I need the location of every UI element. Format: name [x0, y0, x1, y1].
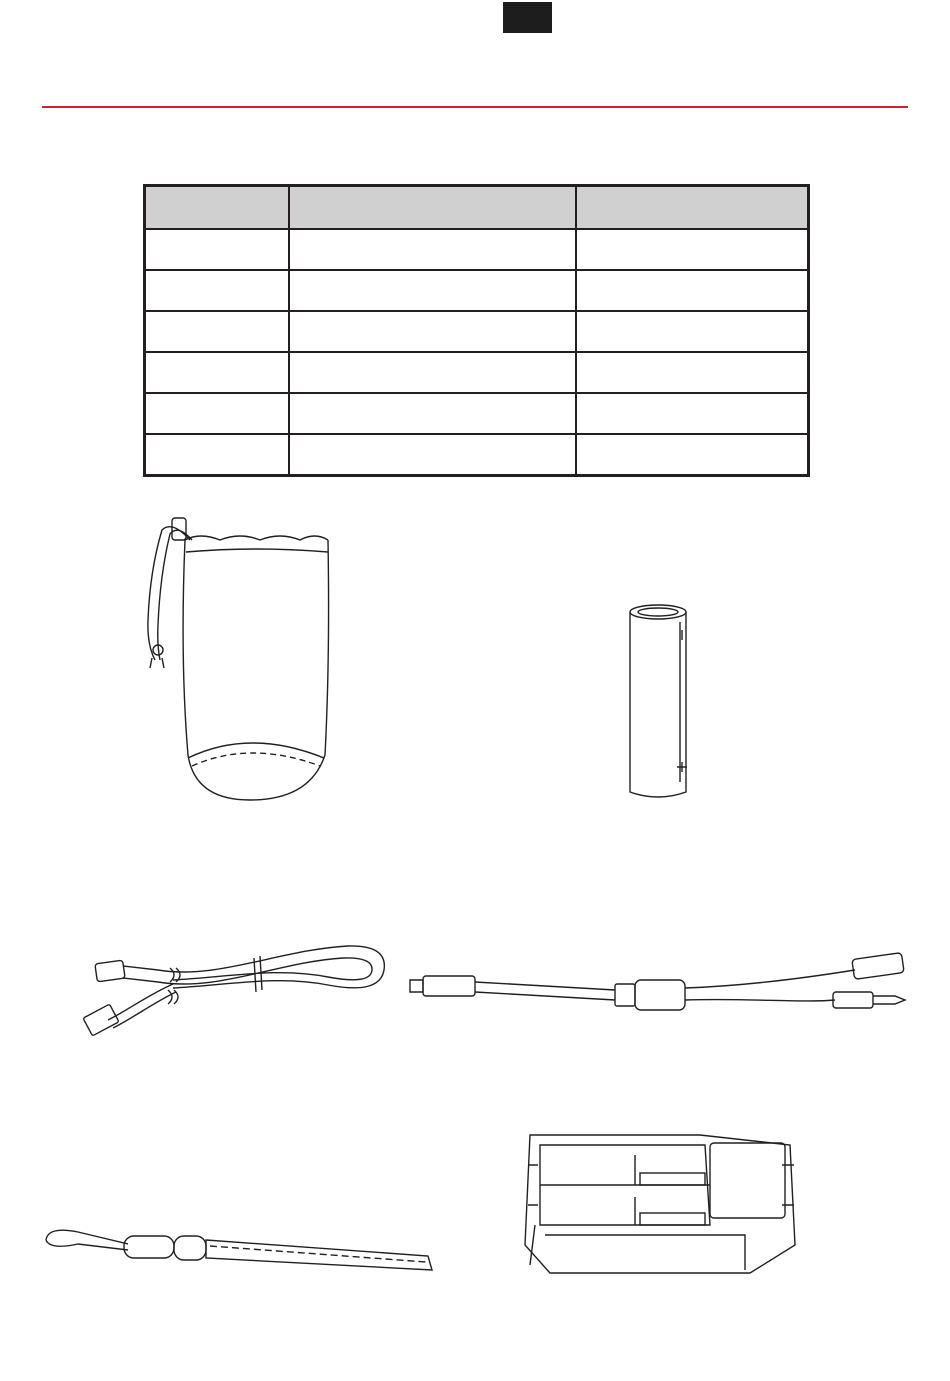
table-cell — [576, 311, 809, 352]
table-header-row — [145, 186, 809, 230]
table-cell — [289, 393, 576, 434]
table-header-cell — [576, 186, 809, 230]
charger-illustration — [520, 1125, 800, 1275]
table-cell — [289, 434, 576, 476]
drawstring-pouch-illustration — [130, 510, 350, 810]
table-row — [145, 352, 809, 393]
table-row — [145, 270, 809, 311]
page-number-badge — [503, 2, 552, 33]
table-header-cell — [289, 186, 576, 230]
table-cell — [289, 311, 576, 352]
table-row — [145, 393, 809, 434]
table-cell — [145, 270, 289, 311]
table-cell — [576, 270, 809, 311]
table-row — [145, 434, 809, 476]
usb-cable-illustration — [78, 940, 393, 1045]
wrist-strap-illustration — [38, 1218, 438, 1278]
contents-table — [143, 184, 810, 477]
battery-icon — [620, 600, 700, 805]
pouch-icon — [130, 510, 350, 810]
split-cable-icon — [405, 948, 915, 1018]
battery-illustration — [620, 600, 700, 805]
table-cell — [145, 229, 289, 270]
table-cell — [145, 393, 289, 434]
table-row — [145, 311, 809, 352]
table-cell — [145, 434, 289, 476]
table-cell — [289, 270, 576, 311]
table-cell — [576, 229, 809, 270]
wrist-strap-icon — [38, 1218, 438, 1278]
table-cell — [289, 352, 576, 393]
table-cell — [145, 311, 289, 352]
table-cell — [576, 434, 809, 476]
usb-cable-icon — [78, 940, 393, 1045]
section-divider — [42, 106, 908, 108]
charger-icon — [520, 1125, 800, 1275]
table-cell — [576, 352, 809, 393]
table-header-cell — [145, 186, 289, 230]
table-cell — [289, 229, 576, 270]
table-cell — [576, 393, 809, 434]
table-row — [145, 229, 809, 270]
split-cable-illustration — [405, 948, 915, 1018]
table-cell — [145, 352, 289, 393]
